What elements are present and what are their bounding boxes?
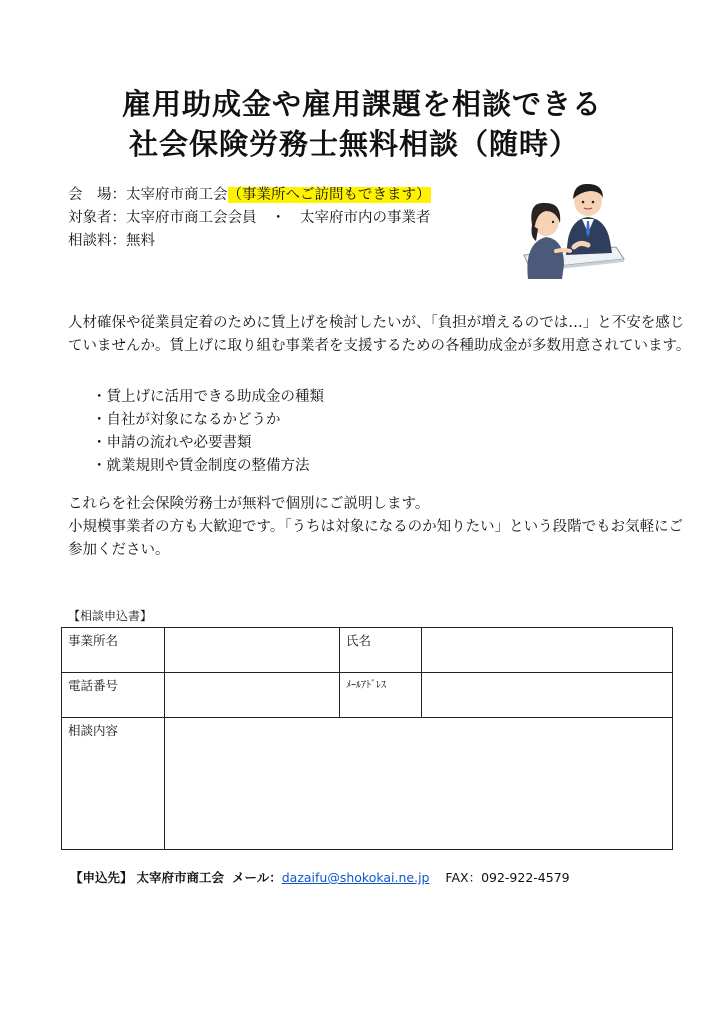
fee-value: 無料 xyxy=(126,233,155,249)
footer-mail-label: メール： xyxy=(231,870,282,885)
footer-fax: FAX：092-922-4579 xyxy=(445,870,570,885)
closing-paragraph xyxy=(68,493,693,562)
application-form xyxy=(61,627,673,850)
contact-footer xyxy=(70,868,570,886)
name-label: 氏名 xyxy=(340,628,422,673)
footer-label: 【申込先】 xyxy=(70,870,133,885)
phone-field[interactable] xyxy=(165,673,340,718)
topic-item: ・就業規則や賃金制度の整備方法 xyxy=(92,458,310,474)
topic-item: ・自社が対象になるかどうか xyxy=(92,412,281,428)
email-field[interactable] xyxy=(422,673,673,718)
target-label: 対象者： xyxy=(68,210,126,226)
company-name-field[interactable] xyxy=(165,628,340,673)
consultation-illustration xyxy=(516,175,628,279)
page-title-line1: 雇用助成金や雇用課題を相談できる xyxy=(121,87,602,121)
closing-line1: これらを社会保険労務士が無料で個別にご説明します。 xyxy=(68,496,430,512)
name-field[interactable] xyxy=(422,628,673,673)
email-link[interactable]: dazaifu@shokokai.ne.jp xyxy=(281,870,430,885)
closing-line2: 小規模事業者の方も大歓迎です。「うちは対象になるのか知りたい」という段階でもお気軽にご参加ください。 xyxy=(68,519,684,558)
page-title-line2: 社会保険労務士無料相談（随時） xyxy=(128,127,579,161)
target-row xyxy=(68,207,431,230)
consultation-content-label: 相談内容 xyxy=(62,718,165,850)
intro-paragraph: 人材確保や従業員定着のために賃上げを検討したいが、「負担が増えるのでは…」と不安を感じていませんか。賃上げに取り組む事業者を支援するための各種助成金が多数用意されています。 xyxy=(68,314,691,354)
venue-row xyxy=(68,184,431,207)
topic-item: ・賃上げに活用できる助成金の種類 xyxy=(92,389,324,405)
email-label: ﾒｰﾙｱﾄﾞﾚｽ xyxy=(340,673,422,718)
venue-value: 太宰府市商工会 xyxy=(126,187,228,203)
fee-label: 相談料： xyxy=(68,233,126,249)
company-name-label: 事業所名 xyxy=(62,628,165,673)
phone-label: 電話番号 xyxy=(62,673,165,718)
footer-org: 太宰府市商工会 xyxy=(136,870,225,885)
target-value: 太宰府市商工会会員 ・ 太宰府市内の事業者 xyxy=(126,210,431,226)
venue-label: 会 場： xyxy=(68,187,126,203)
consultation-content-field[interactable] xyxy=(165,718,673,850)
topic-item: ・申請の流れや必要書類 xyxy=(92,435,252,451)
fee-row xyxy=(68,230,431,253)
form-title: 【相談申込書】 xyxy=(68,609,153,623)
topic-list xyxy=(92,386,324,478)
venue-note: （事業所へご訪問もできます） xyxy=(227,187,431,203)
event-info xyxy=(68,184,431,253)
